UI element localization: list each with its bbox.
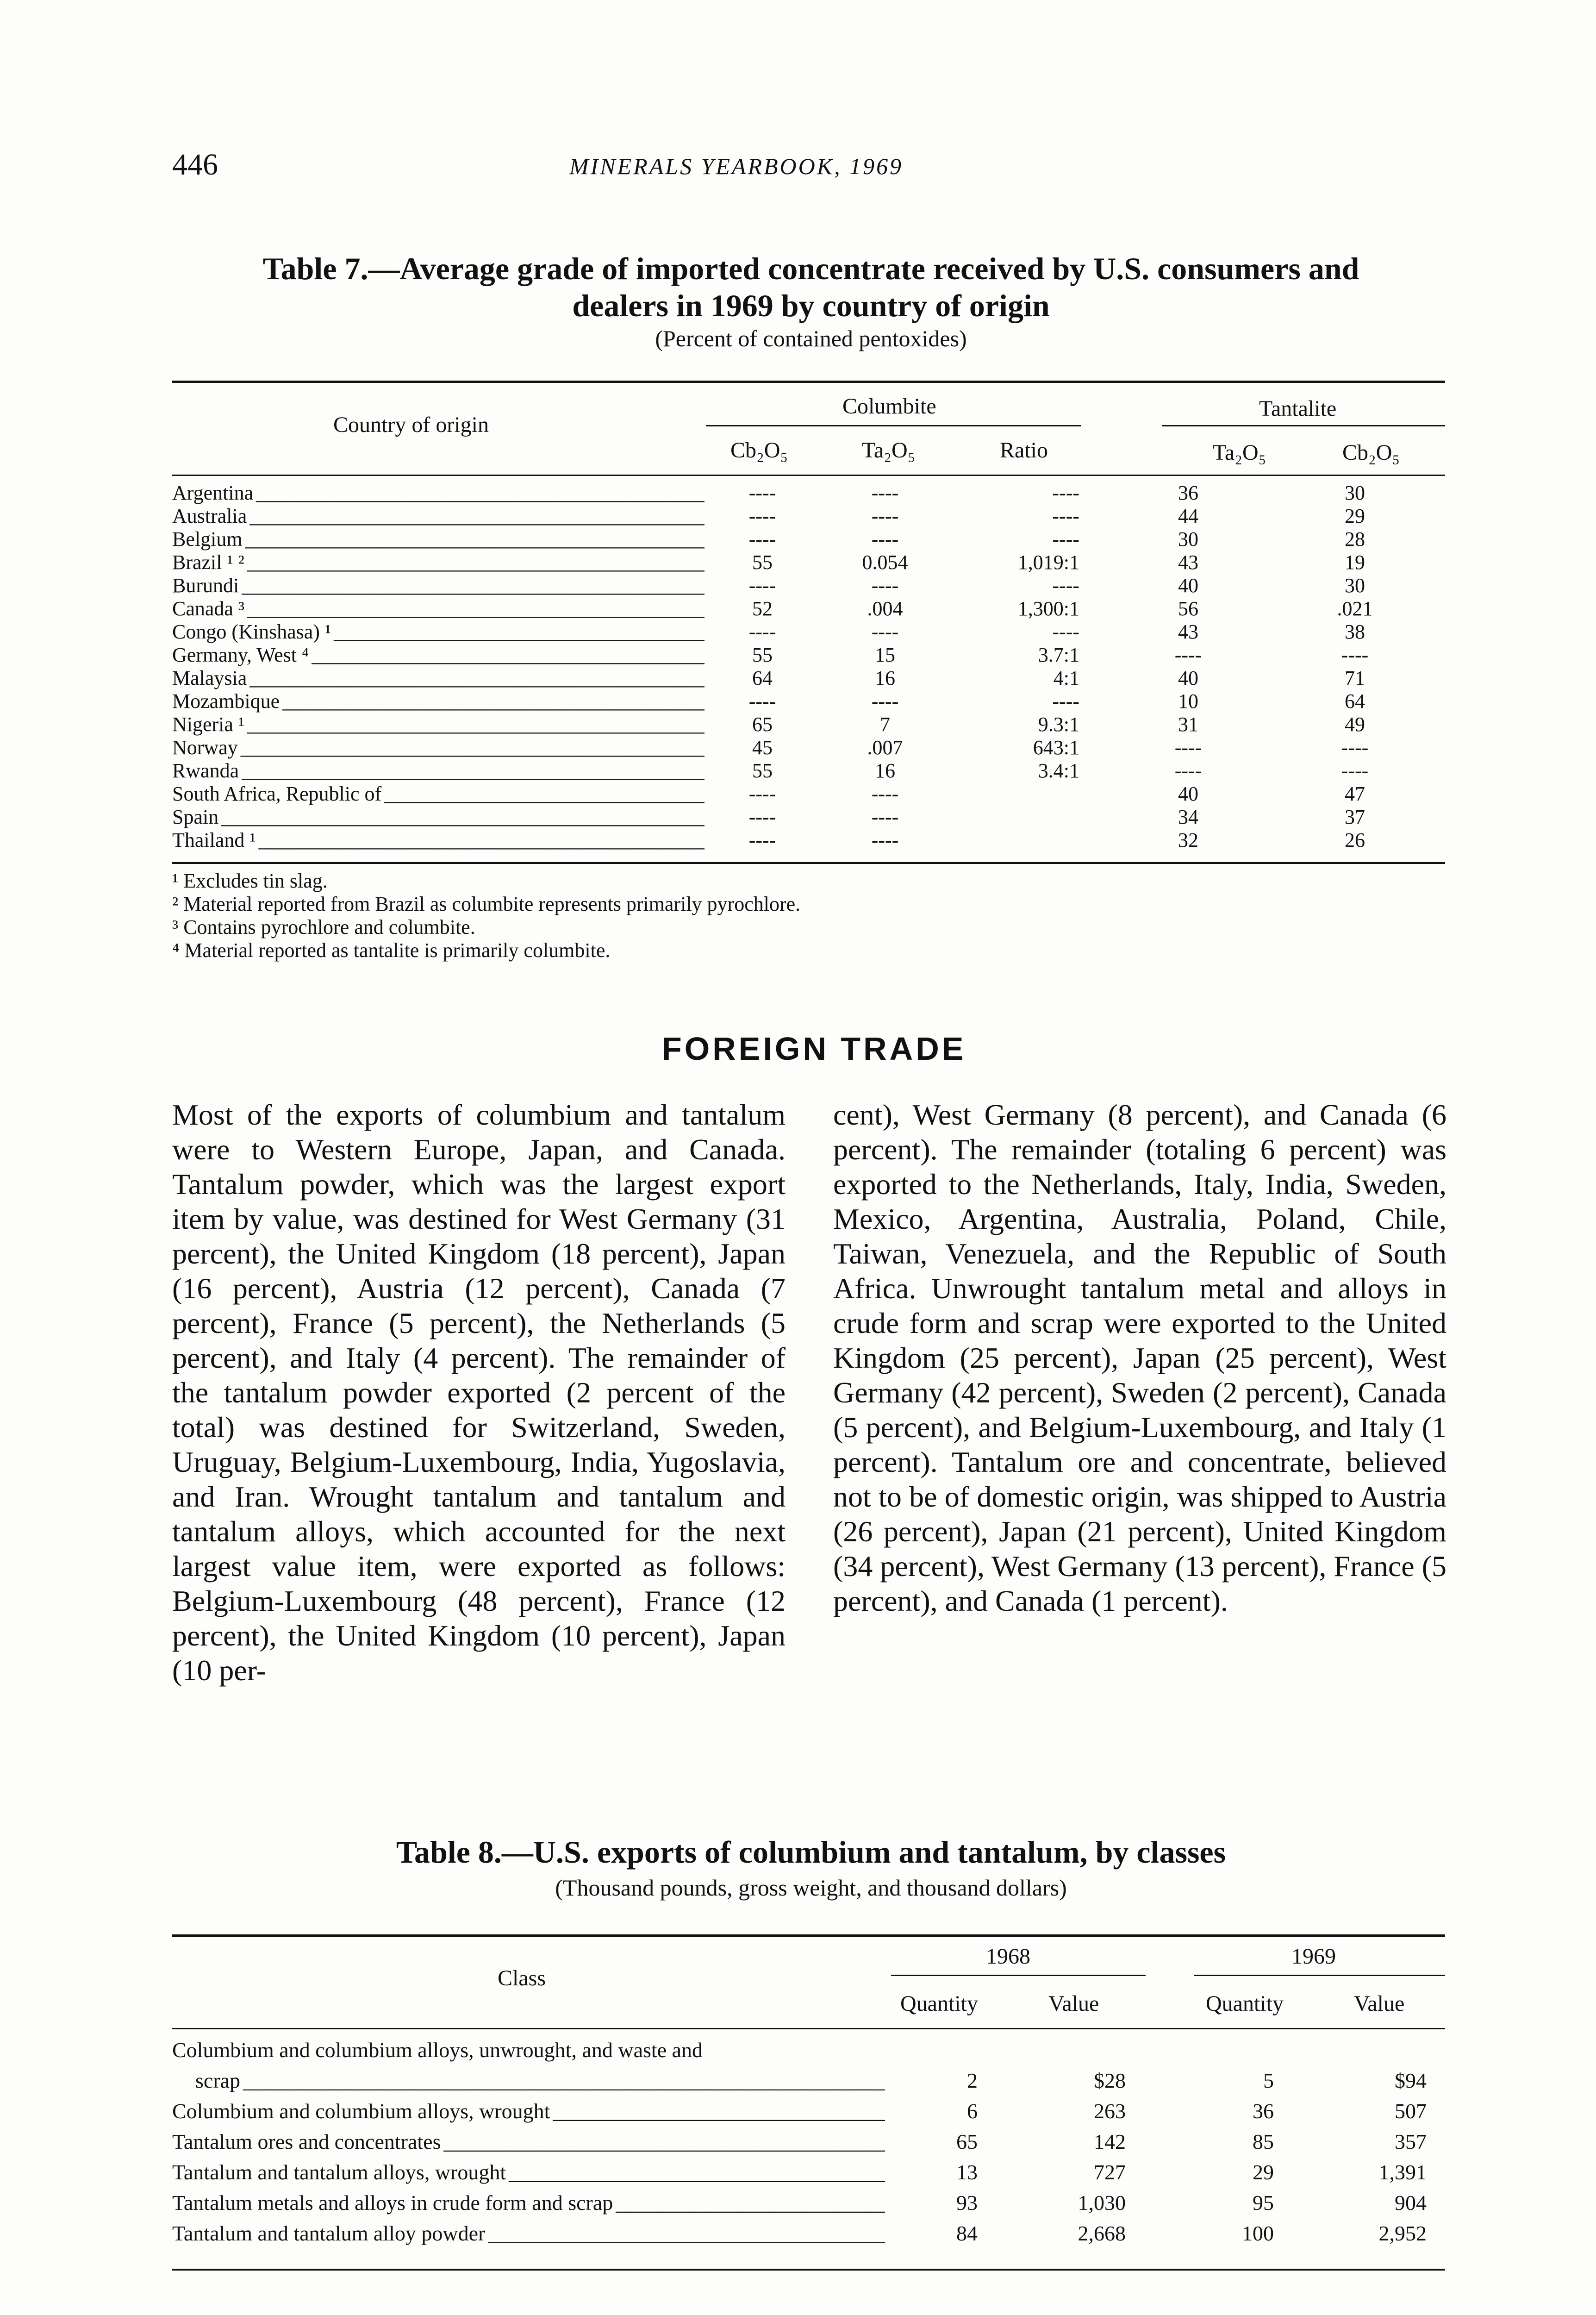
table7-row [172, 829, 1445, 852]
table8-row-continuation [172, 2035, 1445, 2065]
country-name: Congo (Kinshasa) ¹ [172, 620, 334, 643]
tantalite-cb2o5: 71 [1345, 667, 1365, 689]
columbite-ta2o5: ---- [871, 690, 899, 713]
columbite-ratio: ---- [1052, 528, 1079, 551]
table8-body [172, 2035, 1445, 2249]
columbite-ta2o5: ---- [871, 782, 899, 805]
quantity-1968: 65 [956, 2130, 978, 2153]
tantalite-cb2o5: ---- [1341, 736, 1369, 759]
table7-header-rule [172, 475, 1445, 476]
value-1968: 2,668 [1078, 2221, 1126, 2245]
tantalite-ta2o5: 40 [1178, 667, 1198, 689]
section-heading: FOREIGN TRADE [662, 1031, 966, 1067]
table8-1968-rule [891, 1975, 1146, 1976]
columbite-ratio: ---- [1052, 482, 1079, 504]
columbite-cb2o5: ---- [748, 505, 776, 527]
quantity-1968: 6 [967, 2099, 978, 2123]
table8-header-val-1969: Value [1354, 1991, 1405, 2016]
quantity-1968: 84 [956, 2221, 978, 2245]
columbite-ratio: 3.7:1 [1038, 644, 1079, 666]
table7-header-country: Country of origin [333, 413, 489, 437]
footnote-2: ² Material reported from Brazil as columbite represents primarily pyrochlore. [172, 893, 801, 915]
right-column-text: cent), West Germany (8 percent), and Canada (6 percent). The remainder (totaling 6 percent) was exported to the Netherlands, Italy, India, Sweden, Mexico, Argentina, Australia, Poland, Chile, Taiwan, Venezuela, and the Republic of South Africa. Unwrought tantalum metal and alloys in crude form and scrap were exported to the United Kingdom (25 percent), Japan (25 percent), West Germany (42 percent), Sweden (2 percent), Canada (5 percent), and Belgium-Luxembourg, and Italy (1 percent). Tantalum ore and concentrate, believed not to be of domestic origin, was shipped to Austria (26 percent), Japan (21 percent), United Kingdom (34 percent), West Germany (13 percent), France (5 percent), and Canada (1 percent). [833, 1098, 1446, 1617]
columbite-ta2o5: 0.054 [862, 551, 908, 574]
tantalite-ta2o5: 30 [1178, 528, 1198, 551]
tantalite-ta2o5: ---- [1174, 644, 1202, 666]
quantity-1969: 5 [1263, 2069, 1274, 2092]
footnote-1: ¹ Excludes tin slag. [172, 870, 328, 892]
tantalite-ta2o5: 34 [1178, 806, 1198, 828]
quantity-1968: 13 [956, 2160, 978, 2184]
table8-header-1968: 1968 [986, 1944, 1030, 1969]
value-1968: 1,030 [1078, 2191, 1126, 2215]
tantalite-ta2o5: 32 [1178, 829, 1198, 851]
table7-row [172, 690, 1445, 713]
table8-header-qty-1968: Quantity [900, 1991, 978, 2016]
columbite-cb2o5: ---- [748, 528, 776, 551]
table7-header-ta2o5: Ta₂O₅ [862, 438, 916, 463]
value-1969: 904 [1395, 2191, 1427, 2215]
value-1969: 2,952 [1378, 2221, 1427, 2245]
columbite-cb2o5: 55 [752, 644, 773, 666]
tantalite-ta2o5: ---- [1174, 736, 1202, 759]
table7-row [172, 736, 1445, 759]
tantalite-cb2o5: 64 [1345, 690, 1365, 713]
columbite-ratio: ---- [1052, 574, 1079, 597]
value-1968: $28 [1094, 2069, 1126, 2092]
left-column-text: Most of the exports of columbium and tantalum were to Western Europe, Japan, and Canada. Tantalum powder, which was the largest export item by value, was destined for West Germany (31 percent), the United Kingdom (18 percent), Japan (16 percent), Austria (12 percent), Canada (7 percent), France (5 percent), the Netherlands (5 percent), and Italy (4 percent). The remainder of the tantalum powder exported (2 percent of the total) was destined for Switzerland, Sweden, Uruguay, Belgium-Luxembourg, India, Yugoslavia, and Iran. Wrought tantalum and tantalum and tantalum alloys, which accounted for the next largest value item, were exported as follows: Belgium-Luxembourg (48 percent), France (12 percent), the United Kingdom (10 percent), Japan (10 per- [172, 1098, 786, 1687]
table7-row [172, 806, 1445, 829]
columbite-ta2o5: 7 [880, 713, 890, 736]
table7-header-t-ta2o5: Ta₂O₅ [1213, 440, 1266, 465]
value-1969: 507 [1395, 2099, 1427, 2123]
columbite-cb2o5: ---- [748, 782, 776, 805]
table7-row [172, 644, 1445, 667]
country-name: Malaysia [172, 667, 249, 689]
columbite-cb2o5: ---- [748, 574, 776, 597]
table7-tantalite-rule [1162, 425, 1445, 426]
table7-header-t-cb2o5: Cb₂O₅ [1342, 440, 1400, 465]
value-1968: 142 [1094, 2130, 1126, 2153]
table8-header-class: Class [498, 1966, 546, 1990]
columbite-ratio: ---- [1052, 690, 1079, 713]
value-1969: 1,391 [1378, 2160, 1427, 2184]
columbite-ta2o5: 16 [875, 759, 895, 782]
table7-title [172, 250, 1450, 324]
value-1969: $94 [1395, 2069, 1427, 2092]
class-name: Tantalum ores and concentrates [172, 2130, 443, 2153]
columbite-ratio: ---- [1052, 620, 1079, 643]
table7-top-rule [172, 381, 1445, 383]
columbite-ratio [950, 806, 1112, 829]
country-name: Brazil ¹ ² [172, 551, 247, 574]
country-name: Belgium [172, 528, 245, 551]
table8-1969-rule [1194, 1975, 1445, 1976]
table7-header-ratio: Ratio [1000, 438, 1048, 463]
table7-row [172, 551, 1445, 574]
table7-row [172, 759, 1445, 782]
table8-row [172, 2127, 1445, 2157]
columbite-ratio: ---- [1052, 505, 1079, 527]
columbite-ratio: 643:1 [1033, 736, 1079, 759]
tantalite-ta2o5: 44 [1178, 505, 1198, 527]
table8-row [172, 2096, 1445, 2127]
table8-subtitle: (Thousand pounds, gross weight, and thousand dollars) [555, 1875, 1067, 1901]
columbite-ta2o5: 15 [875, 644, 895, 666]
quantity-1969: 85 [1253, 2130, 1274, 2153]
columbite-ta2o5: 16 [875, 667, 895, 689]
value-1968: 263 [1094, 2099, 1126, 2123]
columbite-ta2o5: ---- [871, 574, 899, 597]
footnote-3: ³ Contains pyrochlore and columbite. [172, 916, 475, 939]
table7-row [172, 528, 1445, 551]
tantalite-ta2o5: 40 [1178, 782, 1198, 805]
tantalite-cb2o5: 49 [1345, 713, 1365, 736]
table8-row [172, 2157, 1445, 2188]
table7-row [172, 482, 1445, 505]
tantalite-cb2o5: 29 [1345, 505, 1365, 527]
columbite-ta2o5: .004 [867, 597, 903, 620]
country-name: Germany, West ⁴ [172, 644, 312, 666]
tantalite-cb2o5: ---- [1341, 759, 1369, 782]
columbite-cb2o5: ---- [748, 620, 776, 643]
columbite-ratio [950, 782, 1112, 806]
class-name: Tantalum metals and alloys in crude form and scrap [172, 2191, 616, 2215]
table7-row [172, 782, 1445, 806]
country-name: Norway [172, 736, 241, 759]
tantalite-ta2o5: 43 [1178, 620, 1198, 643]
columbite-cb2o5: ---- [748, 690, 776, 713]
country-name: South Africa, Republic of [172, 782, 384, 805]
country-name: Canada ³ [172, 597, 247, 620]
country-name: Mozambique [172, 690, 282, 713]
columbite-cb2o5: 52 [752, 597, 773, 620]
tantalite-cb2o5: 30 [1345, 482, 1365, 504]
country-name: Australia [172, 505, 249, 527]
table7-header-tantalite: Tantalite [1259, 396, 1337, 421]
table7-row [172, 574, 1445, 597]
footnote-4: ⁴ Material reported as tantalite is primarily columbite. [172, 939, 611, 962]
table8-row [172, 2065, 1445, 2096]
table8-header-rule [172, 2028, 1445, 2029]
tantalite-cb2o5: ---- [1341, 644, 1369, 666]
columbite-ta2o5: ---- [871, 528, 899, 551]
tantalite-cb2o5: 38 [1345, 620, 1365, 643]
columbite-ta2o5: ---- [871, 806, 899, 828]
table8-top-rule [172, 1934, 1445, 1937]
tantalite-ta2o5: 40 [1178, 574, 1198, 597]
columbite-cb2o5: 55 [752, 759, 773, 782]
class-name: scrap [195, 2069, 243, 2092]
table7-row [172, 620, 1445, 644]
quantity-1969: 36 [1253, 2099, 1274, 2123]
table7-footnotes [172, 870, 800, 962]
class-name: Tantalum and tantalum alloy powder [172, 2221, 488, 2245]
table7-header-columbite: Columbite [842, 394, 936, 419]
class-name: Columbium and columbium alloys, wrought [172, 2099, 553, 2123]
columbite-ratio: 4:1 [1053, 667, 1079, 689]
class-name-line1: Columbium and columbium alloys, unwrought, and waste and [172, 2038, 703, 2062]
running-head: MINERALS YEARBOOK, 1969 [569, 153, 904, 179]
tantalite-ta2o5: 31 [1178, 713, 1198, 736]
table7-subtitle: (Percent of contained pentoxides) [655, 325, 967, 351]
columbite-cb2o5: 64 [752, 667, 773, 689]
tantalite-cb2o5: .021 [1337, 597, 1373, 620]
tantalite-cb2o5: 37 [1345, 806, 1365, 828]
columbite-cb2o5: 45 [752, 736, 773, 759]
columbite-ratio [950, 829, 1112, 852]
columbite-cb2o5: 55 [752, 551, 773, 574]
quantity-1968: 93 [956, 2191, 978, 2215]
columbite-ratio: 3.4:1 [1038, 759, 1079, 782]
columbite-cb2o5: ---- [748, 806, 776, 828]
tantalite-cb2o5: 30 [1345, 574, 1365, 597]
table7-row [172, 505, 1445, 528]
tantalite-ta2o5: 43 [1178, 551, 1198, 574]
columbite-ta2o5: ---- [871, 620, 899, 643]
columbite-cb2o5: ---- [748, 482, 776, 504]
columbite-ratio: 1,300:1 [1017, 597, 1079, 620]
quantity-1968: 2 [967, 2069, 978, 2092]
columbite-ratio: 9.3:1 [1038, 713, 1079, 736]
tantalite-ta2o5: 36 [1178, 482, 1198, 504]
table8-row [172, 2188, 1445, 2218]
value-1969: 357 [1395, 2130, 1427, 2153]
table7-title-line1: Table 7.—Average grade of imported concentrate received by U.S. consumers and [262, 251, 1359, 286]
columbite-ta2o5: ---- [871, 829, 899, 851]
country-name: Thailand ¹ [172, 829, 259, 851]
table7-title-line2: dealers in 1969 by country of origin [572, 288, 1050, 323]
quantity-1969: 100 [1242, 2221, 1274, 2245]
value-1968: 727 [1094, 2160, 1126, 2184]
tantalite-cb2o5: 26 [1345, 829, 1365, 851]
tantalite-cb2o5: 19 [1345, 551, 1365, 574]
table7-columbite-rule [706, 425, 1081, 426]
columbite-ta2o5: ---- [871, 482, 899, 504]
table8-header-val-1968: Value [1048, 1991, 1099, 2016]
columbite-cb2o5: ---- [748, 829, 776, 851]
tantalite-ta2o5: 10 [1178, 690, 1198, 713]
table8-header-1969: 1969 [1291, 1944, 1336, 1969]
country-name: Burundi [172, 574, 242, 597]
columbite-cb2o5: 65 [752, 713, 773, 736]
table7-header-cb2o5: Cb₂O₅ [730, 438, 788, 463]
tantalite-cb2o5: 47 [1345, 782, 1365, 805]
country-name: Nigeria ¹ [172, 713, 247, 736]
table7-row [172, 667, 1445, 690]
quantity-1969: 29 [1253, 2160, 1274, 2184]
columbite-ta2o5: .007 [867, 736, 903, 759]
table8-title: Table 8.—U.S. exports of columbium and tantalum, by classes [396, 1834, 1226, 1870]
tantalite-ta2o5: 56 [1178, 597, 1198, 620]
columbite-ta2o5: ---- [871, 505, 899, 527]
table7-row [172, 597, 1445, 620]
tantalite-cb2o5: 28 [1345, 528, 1365, 551]
quantity-1969: 95 [1253, 2191, 1274, 2215]
country-name: Rwanda [172, 759, 242, 782]
table7-body [172, 482, 1445, 852]
table8-bottom-rule [172, 2269, 1445, 2271]
table7-bottom-rule [172, 862, 1445, 864]
tantalite-ta2o5: ---- [1174, 759, 1202, 782]
page-number: 446 [172, 148, 218, 181]
table7-row [172, 713, 1445, 736]
table8-row [172, 2218, 1445, 2249]
country-name: Argentina [172, 482, 256, 504]
table8-header-qty-1969: Quantity [1206, 1991, 1284, 2016]
columbite-ratio: 1,019:1 [1017, 551, 1079, 574]
country-name: Spain [172, 806, 221, 828]
class-name: Tantalum and tantalum alloys, wrought [172, 2160, 509, 2184]
